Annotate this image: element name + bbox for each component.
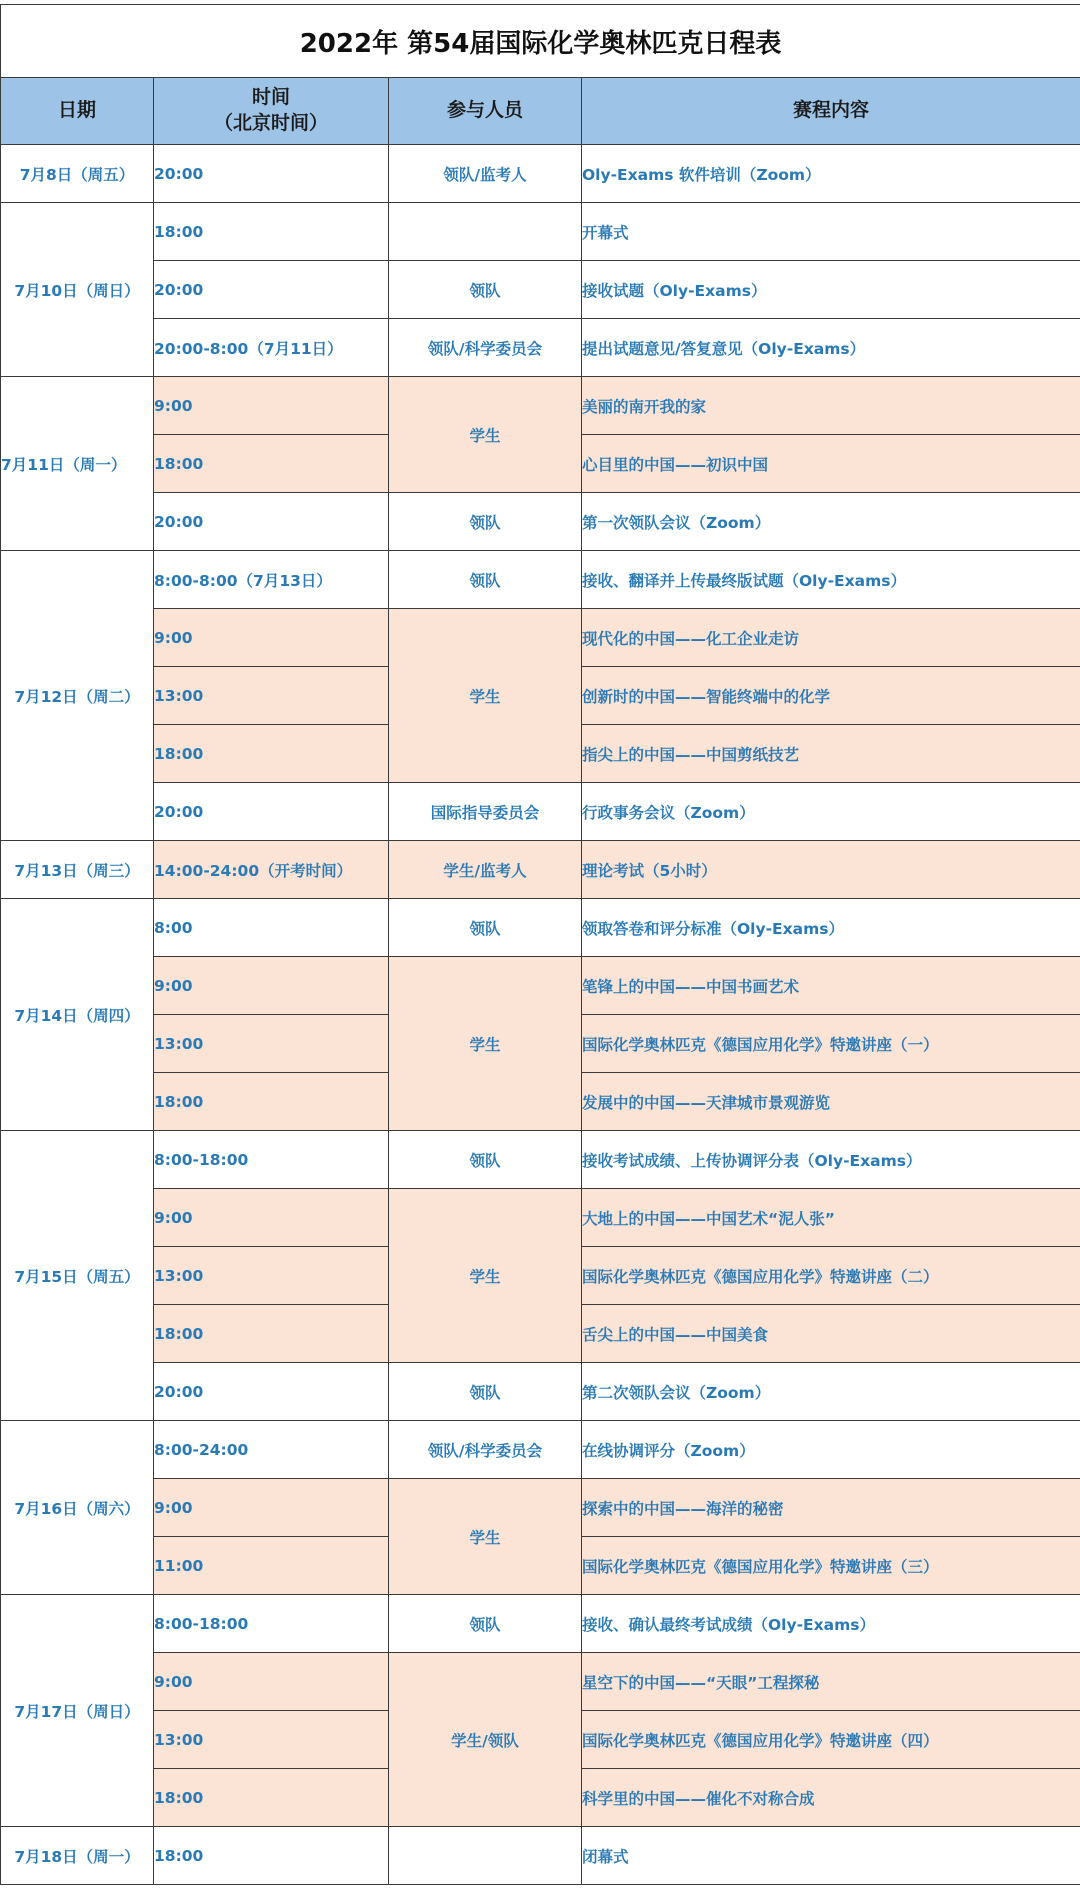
time-cell: 20:00 [154, 783, 389, 841]
table-row [1, 957, 1080, 1015]
time-cell: 20:00 [154, 261, 389, 319]
event-cell: 接收、翻译并上传最终版试题（Oly-Exams） [582, 551, 1080, 609]
event-cell: 领取答卷和评分标准（Oly-Exams） [582, 899, 1080, 957]
participants-cell: 领队 [389, 1595, 582, 1653]
header-participants: 参与人员 [389, 78, 582, 145]
event-cell: 行政事务会议（Zoom） [582, 783, 1080, 841]
time-cell: 13:00 [154, 1711, 389, 1769]
time-cell: 14:00-24:00（开考时间） [154, 841, 389, 899]
event-cell: 理论考试（5小时） [582, 841, 1080, 899]
time-cell: 13:00 [154, 667, 389, 725]
event-cell: 开幕式 [582, 203, 1080, 261]
event-cell: 科学里的中国——催化不对称合成 [582, 1769, 1080, 1827]
participants-cell: 国际指导委员会 [389, 783, 582, 841]
time-cell: 20:00 [154, 493, 389, 551]
time-cell: 8:00-24:00 [154, 1421, 389, 1479]
date-cell: 7月13日（周三） [1, 841, 154, 899]
event-cell: 闭幕式 [582, 1827, 1080, 1885]
event-cell: 大地上的中国——中国艺术“泥人张” [582, 1189, 1080, 1247]
table-row [1, 1595, 1080, 1653]
time-cell: 13:00 [154, 1015, 389, 1073]
time-cell: 9:00 [154, 609, 389, 667]
schedule-table [0, 4, 1080, 1885]
event-cell: 国际化学奥林匹克《德国应用化学》特邀讲座（一） [582, 1015, 1080, 1073]
table-row [1, 1189, 1080, 1247]
event-cell: 接收考试成绩、上传协调评分表（Oly-Exams） [582, 1131, 1080, 1189]
participants-cell [389, 203, 582, 261]
event-cell: 国际化学奥林匹克《德国应用化学》特邀讲座（四） [582, 1711, 1080, 1769]
participants-cell [389, 1827, 582, 1885]
event-cell: 第二次领队会议（Zoom） [582, 1363, 1080, 1421]
event-cell: 舌尖上的中国——中国美食 [582, 1305, 1080, 1363]
event-cell: 国际化学奥林匹克《德国应用化学》特邀讲座（二） [582, 1247, 1080, 1305]
date-cell: 7月16日（周六） [1, 1421, 154, 1595]
event-cell: 指尖上的中国——中国剪纸技艺 [582, 725, 1080, 783]
table-row [1, 783, 1080, 841]
participants-cell: 领队 [389, 551, 582, 609]
time-cell: 8:00 [154, 899, 389, 957]
table-row [1, 841, 1080, 899]
time-cell: 18:00 [154, 1073, 389, 1131]
date-cell: 7月11日（周一） [1, 377, 154, 551]
event-cell: 接收、确认最终考试成绩（Oly-Exams） [582, 1595, 1080, 1653]
participants-cell: 学生 [389, 957, 582, 1131]
date-cell: 7月14日（周四） [1, 899, 154, 1131]
event-cell: 国际化学奥林匹克《德国应用化学》特邀讲座（三） [582, 1537, 1080, 1595]
table-row [1, 145, 1080, 203]
table-row [1, 609, 1080, 667]
date-cell: 7月15日（周五） [1, 1131, 154, 1421]
table-row [1, 1479, 1080, 1537]
time-cell: 20:00 [154, 1363, 389, 1421]
date-cell: 7月10日（周日） [1, 203, 154, 377]
header-date: 日期 [1, 78, 154, 145]
time-cell: 18:00 [154, 1769, 389, 1827]
event-cell: 第一次领队会议（Zoom） [582, 493, 1080, 551]
event-cell: 笔锋上的中国——中国书画艺术 [582, 957, 1080, 1015]
time-cell: 8:00-18:00 [154, 1131, 389, 1189]
participants-cell: 领队/监考人 [389, 145, 582, 203]
table-row [1, 319, 1080, 377]
time-cell: 18:00 [154, 435, 389, 493]
participants-cell: 领队 [389, 1363, 582, 1421]
participants-cell: 领队 [389, 1131, 582, 1189]
participants-cell: 学生/领队 [389, 1653, 582, 1827]
table-row [1, 1131, 1080, 1189]
participants-cell: 领队 [389, 493, 582, 551]
page-title: 2022年 第54届国际化学奥林匹克日程表 [1, 5, 1080, 78]
participants-cell: 学生 [389, 1189, 582, 1363]
table-row [1, 899, 1080, 957]
date-cell: 7月12日（周二） [1, 551, 154, 841]
time-cell: 13:00 [154, 1247, 389, 1305]
date-cell: 7月8日（周五） [1, 145, 154, 203]
event-cell: 提出试题意见/答复意见（Oly-Exams） [582, 319, 1080, 377]
time-cell: 9:00 [154, 377, 389, 435]
participants-cell: 学生 [389, 609, 582, 783]
time-cell: 20:00 [154, 145, 389, 203]
participants-cell: 学生 [389, 377, 582, 493]
participants-cell: 领队/科学委员会 [389, 1421, 582, 1479]
time-cell: 9:00 [154, 1653, 389, 1711]
participants-cell: 领队 [389, 261, 582, 319]
time-cell: 18:00 [154, 203, 389, 261]
event-cell: 美丽的南开我的家 [582, 377, 1080, 435]
event-cell: 在线协调评分（Zoom） [582, 1421, 1080, 1479]
time-cell: 11:00 [154, 1537, 389, 1595]
event-cell: 现代化的中国——化工企业走访 [582, 609, 1080, 667]
participants-cell: 学生/监考人 [389, 841, 582, 899]
header-content: 赛程内容 [582, 78, 1080, 145]
header-time: 时间 （北京时间） [154, 78, 389, 145]
event-cell: 探索中的中国——海洋的秘密 [582, 1479, 1080, 1537]
time-cell: 8:00-8:00（7月13日） [154, 551, 389, 609]
event-cell: 心目里的中国——初识中国 [582, 435, 1080, 493]
table-row [1, 1421, 1080, 1479]
date-cell: 7月18日（周一） [1, 1827, 154, 1885]
table-row [1, 551, 1080, 609]
participants-cell: 领队/科学委员会 [389, 319, 582, 377]
time-cell: 18:00 [154, 1827, 389, 1885]
participants-cell: 学生 [389, 1479, 582, 1595]
time-cell: 9:00 [154, 1189, 389, 1247]
table-row [1, 1653, 1080, 1711]
time-cell: 18:00 [154, 1305, 389, 1363]
event-cell: 创新时的中国——智能终端中的化学 [582, 667, 1080, 725]
event-cell: Oly-Exams 软件培训（Zoom） [582, 145, 1080, 203]
table-row [1, 203, 1080, 261]
date-cell: 7月17日（周日） [1, 1595, 154, 1827]
participants-cell: 领队 [389, 899, 582, 957]
time-cell: 9:00 [154, 1479, 389, 1537]
table-row [1, 493, 1080, 551]
time-cell: 9:00 [154, 957, 389, 1015]
table-row [1, 261, 1080, 319]
event-cell: 发展中的中国——天津城市景观游览 [582, 1073, 1080, 1131]
table-row [1, 377, 1080, 435]
event-cell: 星空下的中国——“天眼”工程探秘 [582, 1653, 1080, 1711]
time-cell: 8:00-18:00 [154, 1595, 389, 1653]
table-row [1, 1363, 1080, 1421]
table-row [1, 1827, 1080, 1885]
event-cell: 接收试题（Oly-Exams） [582, 261, 1080, 319]
time-cell: 18:00 [154, 725, 389, 783]
time-cell: 20:00-8:00（7月11日） [154, 319, 389, 377]
table-header [1, 78, 1080, 145]
